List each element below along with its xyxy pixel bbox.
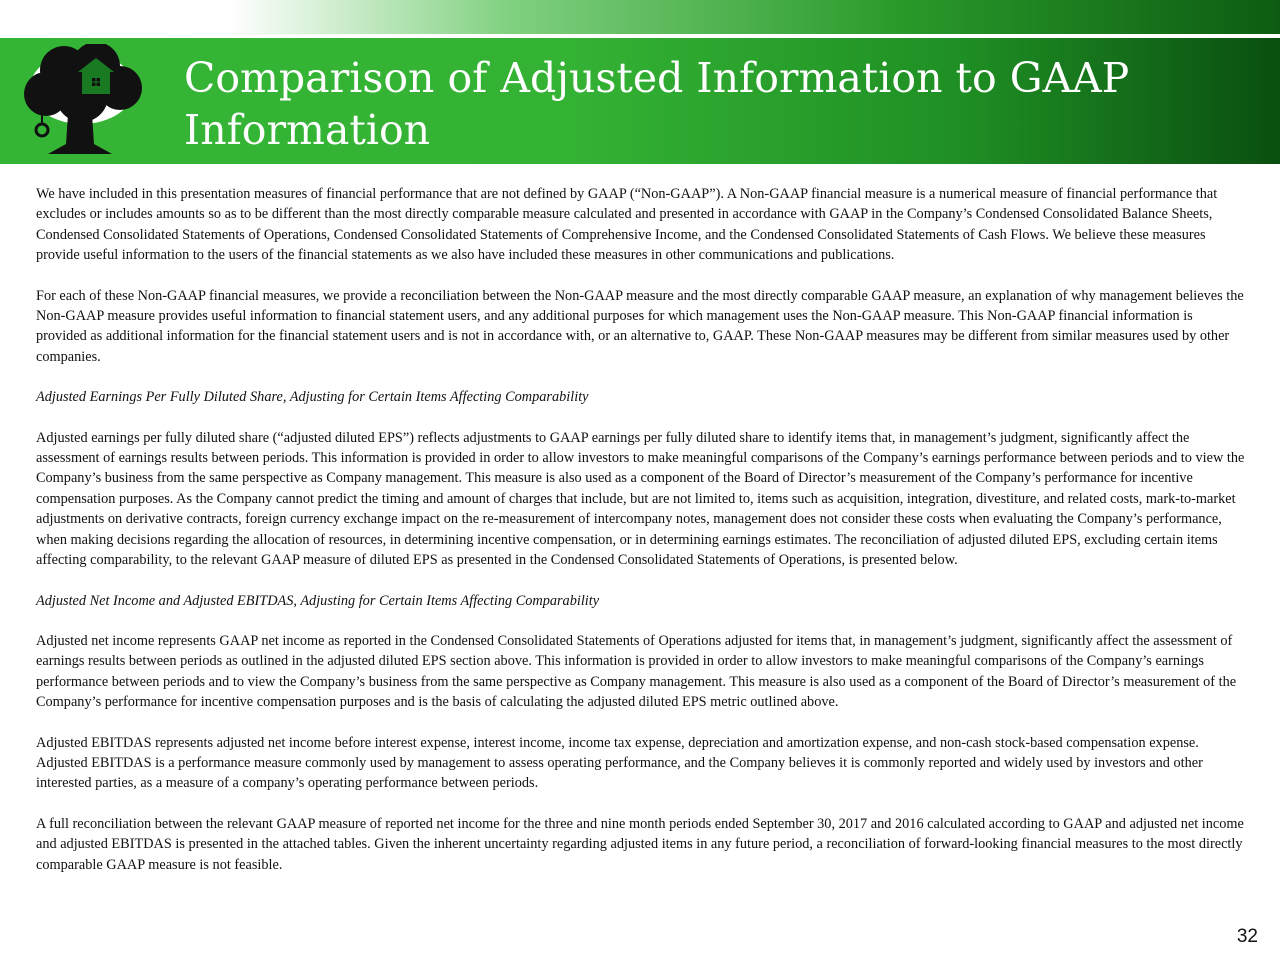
eps-section-heading: Adjusted Earnings Per Fully Diluted Share, Adjusting for Certain Items Affecting Comparability bbox=[36, 389, 589, 406]
net-income-section-heading: Adjusted Net Income and Adjusted EBITDAS, Adjusting for Certain Items Affecting Comparability bbox=[36, 592, 600, 609]
page-number: 32 bbox=[1236, 926, 1258, 947]
ebitdas-paragraph: Adjusted EBITDAS represents adjusted net income before interest expense, interest income, income tax expense, depreciation and amortization expense, and non-cash stock-based compensation expense. Adjusted EBITDAS is a performance measure commonly used by management to assess operating performance, and the Company believes it is commonly reported and widely used by investors and other interested parties, as a measure of a company’s operating performance between periods. bbox=[36, 734, 1203, 792]
eps-paragraph: Adjusted earnings per fully diluted share (“adjusted diluted EPS”) reflects adjustments to GAAP earnings per fully diluted share to identify items that, in management’s judgment, significantly affect the assessment of earnings results between periods. This information is provided in order to allow investors to make meaningful comparisons of the Company’s earnings performance between periods and to view the Company’s business from the same perspective as Company management. This measure is also used as a component of the Board of Director’s measurement of the Company’s performance for incentive compensation purposes. As the Company cannot predict the timing and amount of charges that include, but are not limited to, items such as acquisition, integration, divestiture, and related costs, mark-to-market adjustments on derivative contracts, foreign currency exchange impact on the re-measurement of intercompany notes, management does not consider these costs when evaluating the Company’s performance, when making decisions regarding the allocation of resources, in determining incentive compensation, or in determining earnings estimates. The reconciliation of adjusted diluted EPS, excluding certain items affecting comparability, to the relevant GAAP measure of diluted EPS as presented in the Condensed Consolidated Statements of Operations, is presented below. bbox=[36, 429, 1245, 569]
reconciliation-paragraph: For each of these Non-GAAP financial measures, we provide a reconciliation between the Non-GAAP measure and the most directly comparable GAAP measure, an explanation of why management believes the Non-GAAP measure provides useful information to financial statement users, and any additional purposes for which management uses the Non-GAAP measure. This Non-GAAP financial information is provided as additional information for the financial statement users and is not in accordance with, or an alternative to, GAAP. These Non-GAAP measures may be different from similar measures used by other companies. bbox=[36, 287, 1244, 365]
tree-house-logo-icon bbox=[20, 44, 142, 156]
header-gradient-strip bbox=[0, 0, 1280, 34]
intro-paragraph: We have included in this presentation measures of financial performance that are not defined by GAAP (“Non-GAAP”). A Non-GAAP financial measure is a numerical measure of financial performance that excludes or includes amounts so as to be different than the most directly comparable measure calculated and presented in accordance with GAAP in the Company’s Condensed Consolidated Balance Sheets, Condensed Consolidated Statements of Operations, Condensed Consolidated Statements of Comprehensive Income, and the Condensed Consolidated Statements of Cash Flows. We believe these measures provide useful information to the users of the financial statements as we also have included these measures in other communications and publications. bbox=[36, 186, 1218, 264]
net-income-paragraph: Adjusted net income represents GAAP net income as reported in the Condensed Consolidated Statements of Operations adjusted for items that, in management’s judgment, significantly affect the assessment of earnings results between periods as outlined in the adjusted diluted EPS section above. This information is provided in order to allow investors to make meaningful comparisons of the Company’s earnings performance between periods and to view the Company’s business from the same perspective as Company management. This measure is also used as a component of the Board of Director’s measurement of the Company’s performance for incentive compensation purposes and is the basis of calculating the adjusted diluted EPS metric outlined above. bbox=[36, 632, 1237, 711]
slide-title: Comparison of Adjusted Information to GAAP Information bbox=[184, 54, 1130, 154]
slide-body bbox=[36, 184, 1246, 895]
full-reconciliation-paragraph: A full reconciliation between the relevant GAAP measure of reported net income for the three and nine month periods ended September 30, 2017 and 2016 calculated according to GAAP and adjusted net income and adjusted EBITDAS is presented in the attached tables. Given the inherent uncertainty regarding adjusted items in any future period, a reconciliation of forward-looking financial measures to the most directly comparable GAAP measure is not feasible. bbox=[36, 815, 1244, 873]
